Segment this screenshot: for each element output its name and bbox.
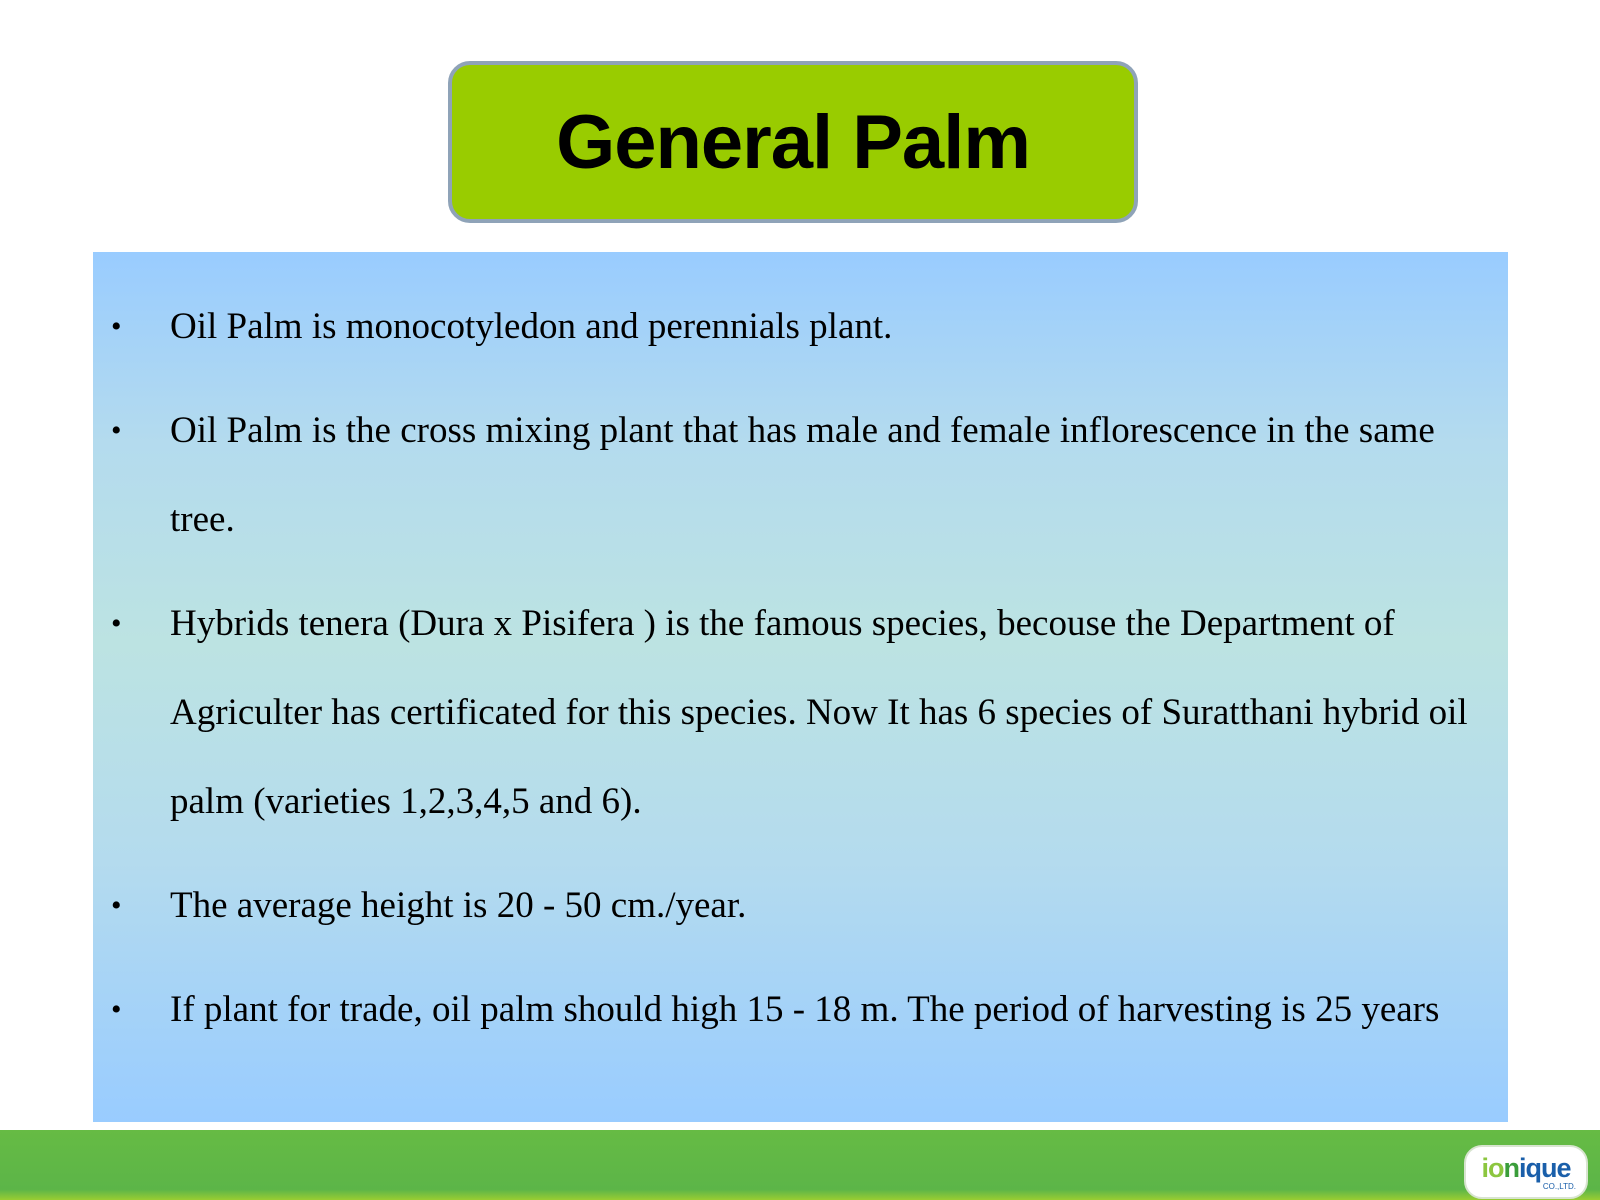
footer-bar <box>0 1130 1600 1200</box>
bullet-text: If plant for trade, oil palm should high 15 - 18 m. The period of harvesting is 25 years <box>170 989 1440 1030</box>
bullet-item <box>93 965 1508 1054</box>
logo-part: ique <box>1518 1152 1571 1183</box>
bullet-text: Oil Palm is monocotyledon and perennials plant. <box>170 306 893 347</box>
bullet-dot-icon: • <box>111 889 122 922</box>
bullet-text: The average height is 20 - 50 cm./year. <box>170 885 747 926</box>
bullet-item <box>93 579 1508 846</box>
bullet-item <box>93 282 1508 371</box>
bullet-item <box>93 386 1508 564</box>
bullet-dot-icon: • <box>111 414 122 447</box>
logo-part: io <box>1481 1152 1504 1183</box>
title-box <box>448 61 1138 223</box>
content-panel <box>93 252 1508 1122</box>
bullet-dot-icon: • <box>111 607 122 640</box>
bullet-item <box>93 861 1508 950</box>
bullet-dot-icon: • <box>111 993 122 1026</box>
bullet-text: Hybrids tenera (Dura x Pisifera ) is the famous species, becouse the Department of Agriculter has certificated for this species. Now It has 6 species of Suratthani hybrid oil palm (varieties 1,2,3,4,5 and 6). <box>170 603 1468 822</box>
bullet-text: Oil Palm is the cross mixing plant that has male and female inflorescence in the same tree. <box>170 410 1435 540</box>
company-logo <box>1464 1145 1588 1199</box>
logo-wordmark <box>1481 1154 1570 1182</box>
bullet-dot-icon: • <box>111 310 122 343</box>
slide-title: General Palm <box>556 99 1030 185</box>
bullet-list <box>93 282 1508 1069</box>
logo-subtitle: CO.,LTD. <box>1542 1181 1576 1191</box>
logo-part: n <box>1503 1152 1519 1183</box>
